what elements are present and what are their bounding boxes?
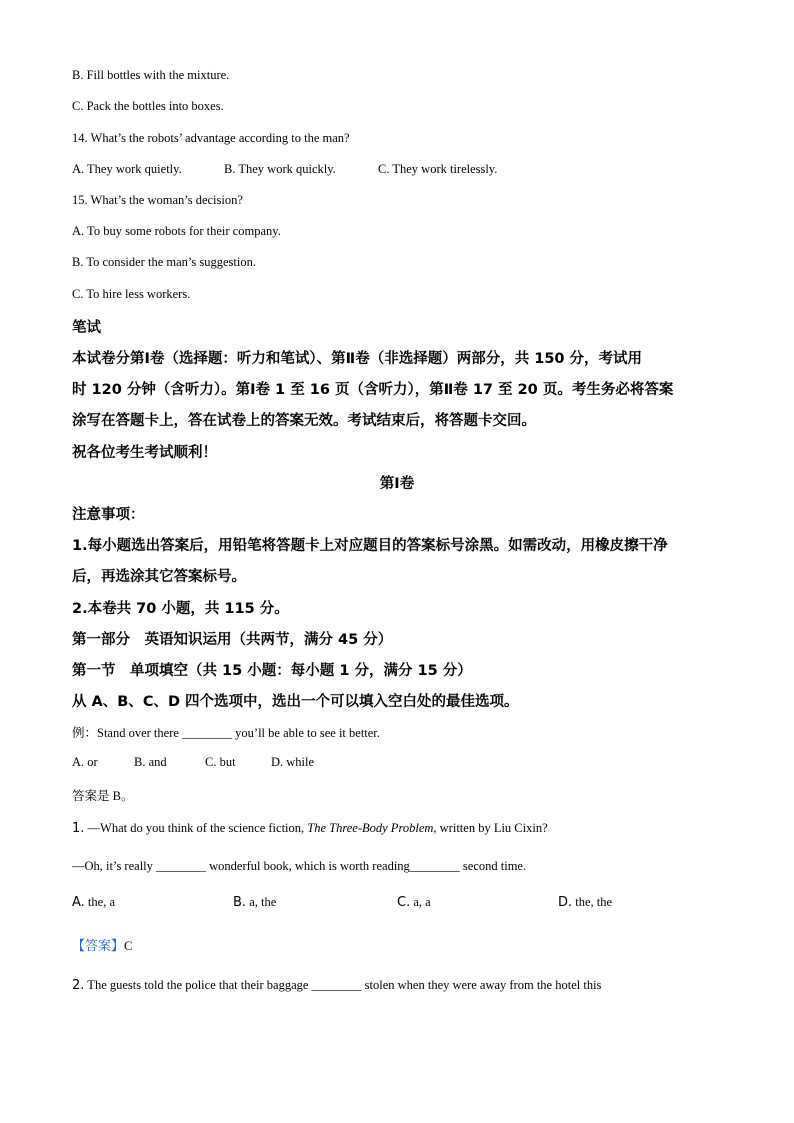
question-1-answer	[72, 935, 132, 954]
note-2: 2.本卷共 70 小题，共 115 分。	[72, 601, 289, 617]
intro-line-3: 涂写在答题卡上，答在试卷上的答案无效。考试结束后，将答题卡交回。	[72, 413, 536, 429]
question-1-stem-after: , written by Liu Cixin?	[433, 821, 548, 835]
example-option-b: B. and	[134, 755, 167, 769]
example-stem: 例：Stand over there ________ you’ll be able to see it better.	[72, 726, 380, 740]
question-1-stem-before: —What do you think of the science fiction,	[84, 821, 308, 835]
option-text: the, a	[84, 895, 115, 909]
option-letter: C.	[397, 895, 411, 910]
example-answer: 答案是 B。	[72, 789, 134, 803]
question-2-text: The guests told the police that their baggage ________ stolen when they were away from the hotel this	[84, 978, 602, 992]
question-1-option-b	[233, 895, 276, 910]
q14-option-c: C. They work tirelessly.	[378, 162, 498, 176]
intro-line-1: 本试卷分第Ⅰ卷（选择题：听力和笔试）、第Ⅱ卷（非选择题）两部分，共 150 分，考试用	[72, 351, 643, 367]
question-1-option-c	[397, 895, 431, 910]
option-letter: A.	[72, 895, 85, 910]
question-1-reply: —Oh, it’s really ________ wonderful book, which is worth reading________ second time.	[72, 859, 527, 873]
q15-option-c: C. To hire less workers.	[72, 287, 191, 301]
option-text: the, the	[572, 895, 613, 909]
option-text: a, the	[246, 895, 277, 909]
q14-stem: 14. What’s the robots’ advantage according to the man?	[72, 131, 350, 145]
answer-value: C	[124, 939, 133, 953]
intro-line-2: 时 120 分钟（含听力）。第Ⅰ卷 1 至 16 页（含听力），第Ⅱ卷 17 至 20 页。考生务必将答案	[72, 382, 674, 398]
volume-title: 第Ⅰ卷	[379, 476, 415, 492]
question-1-stem	[72, 821, 548, 836]
q13-option-b: B. Fill bottles with the mixture.	[72, 68, 230, 82]
question-1-book-title: The Three-Body Problem	[307, 821, 434, 835]
option-letter: D.	[558, 895, 573, 910]
note-1-line-1: 1.每小题选出答案后，用铅笔将答题卡上对应题目的答案标号涂黑。如需改动，用橡皮擦干净	[72, 538, 668, 554]
option-letter: B.	[233, 895, 247, 910]
answer-tag: 【答案】	[72, 939, 125, 954]
question-2-number: 2.	[72, 978, 85, 993]
part-1-heading: 第一部分 英语知识运用（共两节，满分 45 分）	[72, 632, 393, 648]
notes-heading: 注意事项：	[72, 507, 145, 523]
good-luck-wish: 祝各位考生考试顺利！	[72, 445, 217, 461]
section-1-heading: 第一节 单项填空（共 15 小题：每小题 1 分，满分 15 分）	[72, 663, 472, 679]
q15-option-b: B. To consider the man’s suggestion.	[72, 255, 256, 269]
question-2-stem	[72, 978, 601, 993]
note-1-line-2: 后，再选涂其它答案标号。	[72, 569, 246, 585]
example-option-c: C. but	[205, 755, 236, 769]
q14-option-a: A. They work quietly.	[72, 162, 182, 176]
question-1-number: 1.	[72, 821, 85, 836]
q13-option-c: C. Pack the bottles into boxes.	[72, 99, 224, 113]
instruction: 从 A、B、C、D 四个选项中，选出一个可以填入空白处的最佳选项。	[72, 694, 519, 710]
q15-stem: 15. What’s the woman’s decision?	[72, 193, 243, 207]
written-heading: 笔试	[72, 320, 101, 336]
question-1-option-d	[558, 895, 612, 910]
q15-option-a: A. To buy some robots for their company.	[72, 224, 281, 238]
option-text: a, a	[410, 895, 431, 909]
q14-option-b: B. They work quickly.	[224, 162, 336, 176]
example-option-d: D. while	[271, 755, 315, 769]
example-option-a: A. or	[72, 755, 98, 769]
question-1-option-a	[72, 895, 115, 910]
